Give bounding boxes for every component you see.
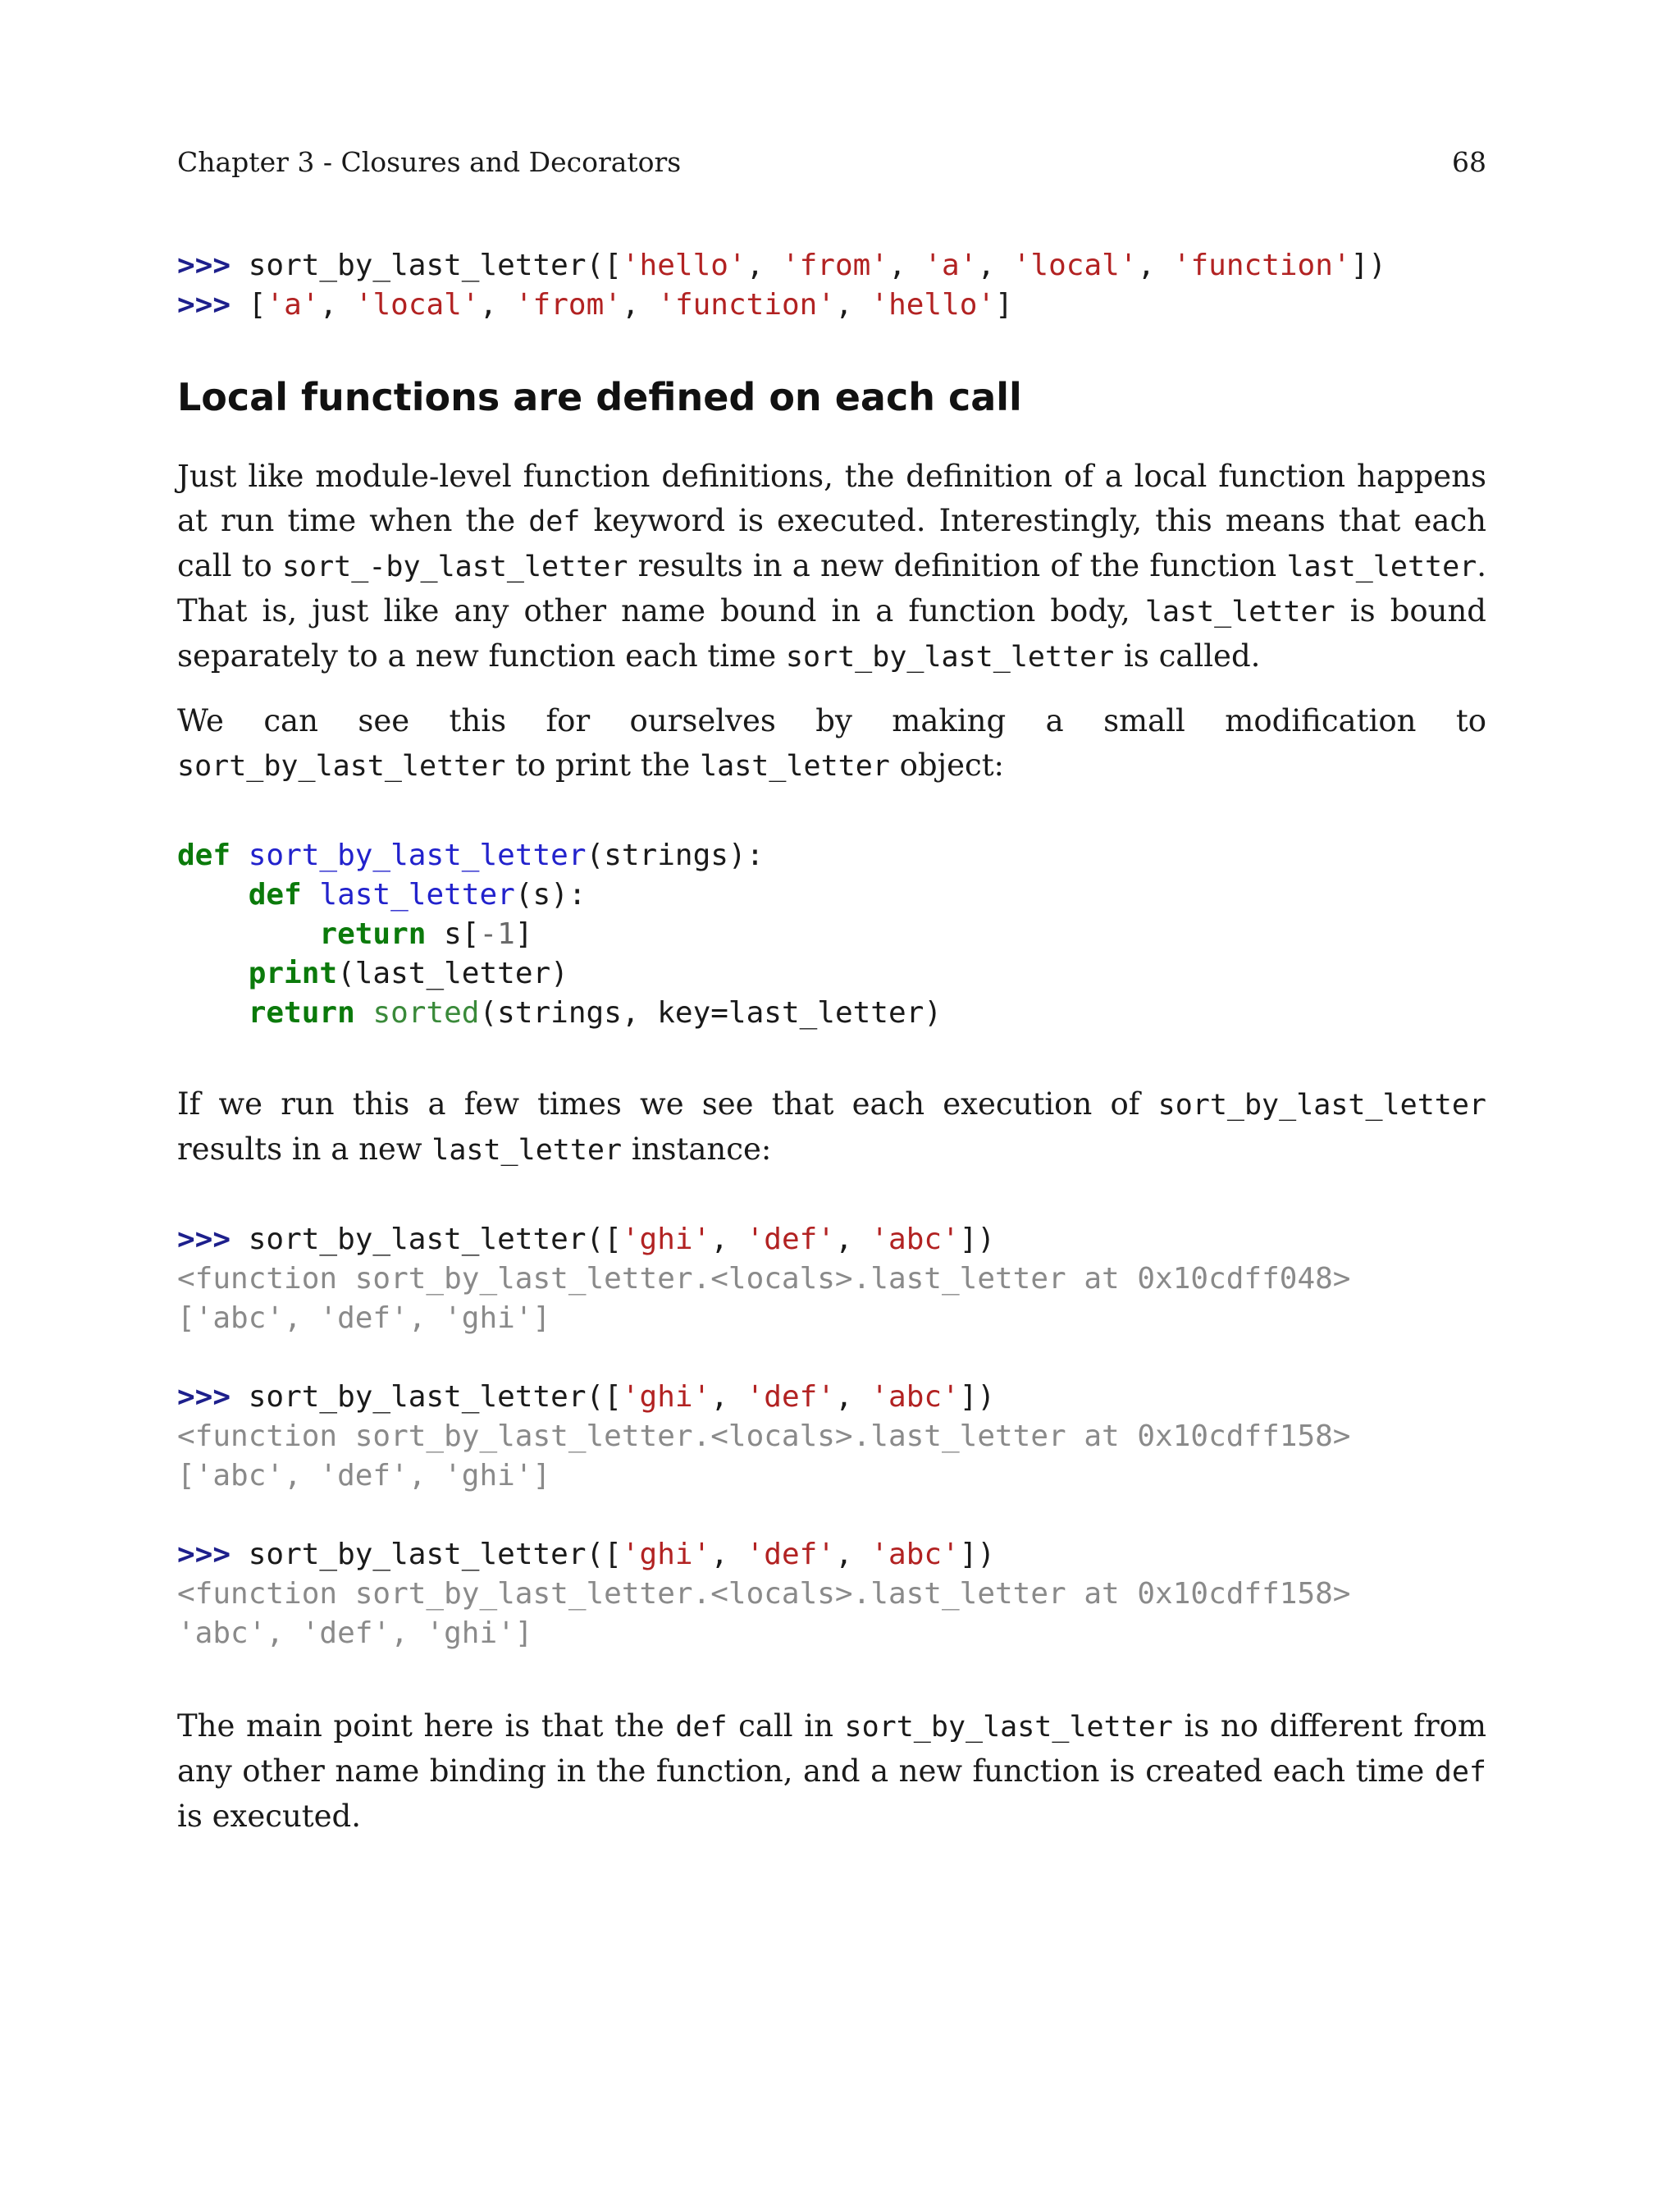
code-line: print(last_letter) — [248, 957, 568, 990]
string-literal: 'hello' — [870, 288, 996, 322]
keyword: return — [319, 917, 427, 951]
code-punct: ]) — [1350, 249, 1386, 282]
repl-output: ['abc', 'def', 'ghi'] — [177, 1459, 551, 1492]
inline-code: sort_by_last_letter — [785, 641, 1115, 674]
string-literal: 'ghi' — [621, 1538, 711, 1571]
code-block-repl-result — [177, 246, 1486, 325]
string-literal: 'hello' — [621, 249, 746, 282]
inline-code: last_letter — [700, 750, 890, 783]
inline-code: last_letter — [1286, 551, 1477, 583]
repl-output: 'abc', 'def', 'ghi'] — [177, 1616, 533, 1650]
code-line: return s[-1] — [319, 917, 533, 951]
page-number: 68 — [1452, 146, 1486, 178]
string-literal: 'local' — [354, 288, 480, 322]
code-line: >>> sort_by_last_letter(['ghi', 'def', 'abc']) — [177, 1223, 996, 1256]
keyword: def — [248, 878, 302, 912]
code-line: return sorted(strings, key=last_letter) — [248, 996, 943, 1030]
code-line: >>> ['a', 'local', 'from', 'function', 'hello'] — [177, 288, 1013, 322]
string-literal: 'abc' — [870, 1380, 960, 1414]
repl-output: <function sort_by_last_letter.<locals>.last_letter at 0x10cdff048> — [177, 1262, 1351, 1296]
inline-code: sort_-by_last_letter — [281, 551, 628, 583]
repl-prompt: >>> — [177, 249, 231, 282]
string-literal: 'def' — [746, 1380, 835, 1414]
function-name: last_letter — [319, 878, 515, 912]
section-heading: Local functions are defined on each call — [177, 375, 1022, 419]
code-block-repl-runs — [177, 1220, 1486, 1653]
repl-output: <function sort_by_last_letter.<locals>.last_letter at 0x10cdff158> — [177, 1419, 1351, 1453]
chapter-title: Chapter 3 - Closures and Decorators — [177, 146, 682, 178]
repl-output: <function sort_by_last_letter.<locals>.last_letter at 0x10cdff158> — [177, 1577, 1351, 1611]
inline-code: def — [675, 1711, 728, 1744]
code-line: >>> sort_by_last_letter(['ghi', 'def', 'abc']) — [177, 1380, 996, 1414]
string-literal: 'function' — [1172, 249, 1351, 282]
repl-prompt: >>> — [177, 1538, 231, 1571]
string-literal: 'a' — [266, 288, 320, 322]
string-literal: 'abc' — [870, 1538, 960, 1571]
string-literal: 'a' — [924, 249, 978, 282]
builtin-name: sorted — [372, 996, 480, 1030]
keyword: def — [177, 839, 231, 872]
paragraph-modification: We can see this for ourselves by making a small modification to sort_by_last_letter to print the last_letter object: — [177, 703, 1486, 783]
repl-output: ['abc', 'def', 'ghi'] — [177, 1301, 551, 1335]
string-literal: 'ghi' — [621, 1380, 711, 1414]
code-line: def sort_by_last_letter(strings): — [177, 839, 765, 872]
string-literal: 'function' — [657, 288, 836, 322]
page-content — [177, 246, 1486, 1839]
code-line: >>> sort_by_last_letter(['ghi', 'def', 'abc']) — [177, 1538, 996, 1571]
code-call: sort_by_last_letter([ — [248, 249, 622, 282]
inline-code: last_letter — [1144, 596, 1335, 629]
string-literal: 'ghi' — [621, 1223, 711, 1256]
function-name: sort_by_last_letter — [248, 839, 587, 872]
inline-code: def — [1434, 1756, 1486, 1789]
code-line: def last_letter(s): — [248, 878, 587, 912]
code-punct: ] — [995, 288, 1013, 322]
keyword: print — [248, 957, 338, 990]
string-literal: 'def' — [746, 1223, 835, 1256]
code-block-function-definition — [177, 836, 1486, 1033]
paragraph-main-point: The main point here is that the def call in sort_by_last_letter is no different from any other name binding in the function, and a new function is created each time def is executed. — [177, 1708, 1486, 1834]
string-literal: 'def' — [746, 1538, 835, 1571]
paragraph-run-times: If we run this a few times we see that each execution of sort_by_last_letter results in a new last_letter instance: — [177, 1086, 1486, 1167]
string-literal: 'from' — [514, 288, 622, 322]
repl-prompt: >>> — [177, 288, 231, 322]
inline-code: sort_by_last_letter — [1157, 1089, 1486, 1122]
running-header — [177, 146, 1486, 187]
string-literal: 'abc' — [870, 1223, 960, 1256]
repl-prompt: >>> — [177, 1223, 231, 1256]
string-literal: 'local' — [1012, 249, 1138, 282]
inline-code: last_letter — [431, 1134, 623, 1167]
inline-code: def — [528, 505, 581, 538]
string-literal: 'from' — [781, 249, 888, 282]
number-literal: -1 — [479, 917, 515, 951]
code-punct: [ — [248, 288, 267, 322]
inline-code: sort_by_last_letter — [844, 1711, 1173, 1744]
code-line: >>> sort_by_last_letter(['hello', 'from', 'a', 'local', 'function']) — [177, 249, 1386, 282]
keyword: return — [248, 996, 355, 1030]
repl-prompt: >>> — [177, 1380, 231, 1414]
paragraph-local-function-definition: Just like module-level function definitions, the definition of a local function happens at run time when the def keyword is executed. Interestingly, this means that each call to sort_-by_last_letter results in a new definition of the function last_letter. That is, just like any other name bound in a function body, last_letter is bound separately to a new function each time sort_by_last_letter is called. — [177, 459, 1486, 674]
inline-code: sort_by_last_letter — [177, 750, 506, 783]
